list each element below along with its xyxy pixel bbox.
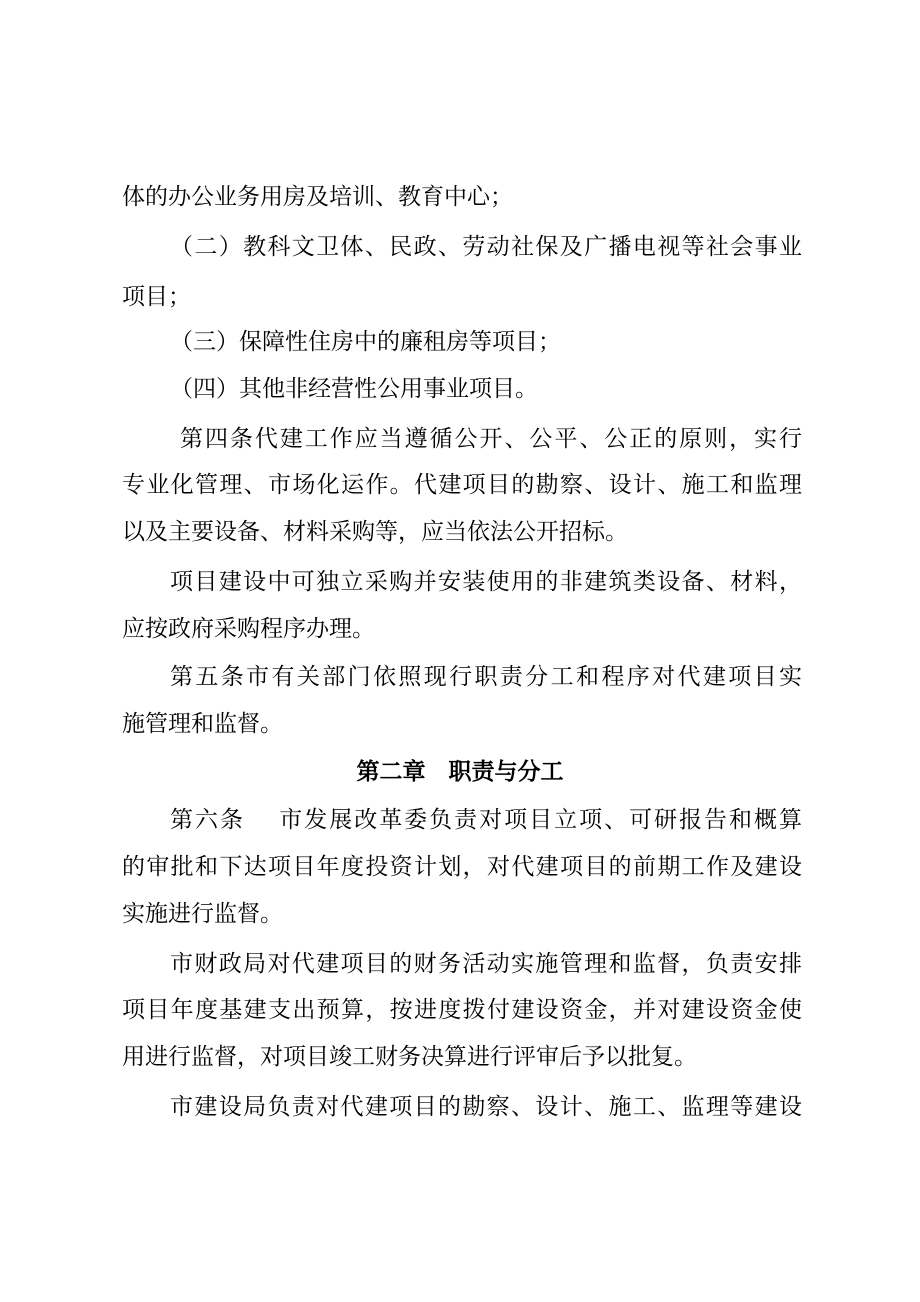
paragraph-line: 项目建设中可独立采购并安装使用的非建筑类设备、材料， bbox=[170, 569, 802, 595]
paragraph-line: 以及主要设备、材料采购等，应当依法公开招标。 bbox=[122, 519, 628, 545]
paragraph-line: 第四条代建工作应当遵循公开、公平、公正的原则，实行 bbox=[180, 426, 802, 452]
paragraph-line: 专业化管理、市场化运作。代建项目的勘察、设计、施工和监理 bbox=[122, 472, 802, 498]
paragraph-line: 应按政府采购程序办理。 bbox=[122, 616, 375, 642]
paragraph-line: 项目； bbox=[122, 284, 191, 310]
paragraph-line: 市财政局对代建项目的财务活动实施管理和监督，负责安排 bbox=[170, 951, 802, 977]
chapter-heading: 第二章 职责与分工 bbox=[356, 759, 564, 785]
paragraph-line: （三）保障性住房中的廉租房等项目； bbox=[170, 329, 561, 355]
paragraph-line: 第六条 市发展改革委负责对项目立项、可研报告和概算 bbox=[170, 807, 802, 833]
paragraph-line: 用进行监督，对项目竣工财务决算进行评审后予以批复。 bbox=[122, 1044, 697, 1070]
paragraph-line: 施管理和监督。 bbox=[122, 711, 283, 737]
paragraph-line: 的审批和下达项目年度投资计划，对代建项目的前期工作及建设 bbox=[122, 854, 802, 880]
paragraph-line: 第五条市有关部门依照现行职责分工和程序对代建项目实 bbox=[170, 664, 802, 690]
paragraph-line: （二）教科文卫体、民政、劳动社保及广播电视等社会事业 bbox=[170, 234, 802, 260]
paragraph-line: （四）其他非经营性公用事业项目。 bbox=[170, 376, 538, 402]
paragraph-line: 项目年度基建支出预算，按进度拨付建设资金，并对建设资金使 bbox=[122, 997, 802, 1023]
paragraph-line: 实施进行监督。 bbox=[122, 901, 283, 927]
paragraph-line: 体的办公业务用房及培训、教育中心； bbox=[122, 184, 513, 210]
paragraph-line: 市建设局负责对代建项目的勘察、设计、施工、监理等建设 bbox=[170, 1094, 802, 1120]
